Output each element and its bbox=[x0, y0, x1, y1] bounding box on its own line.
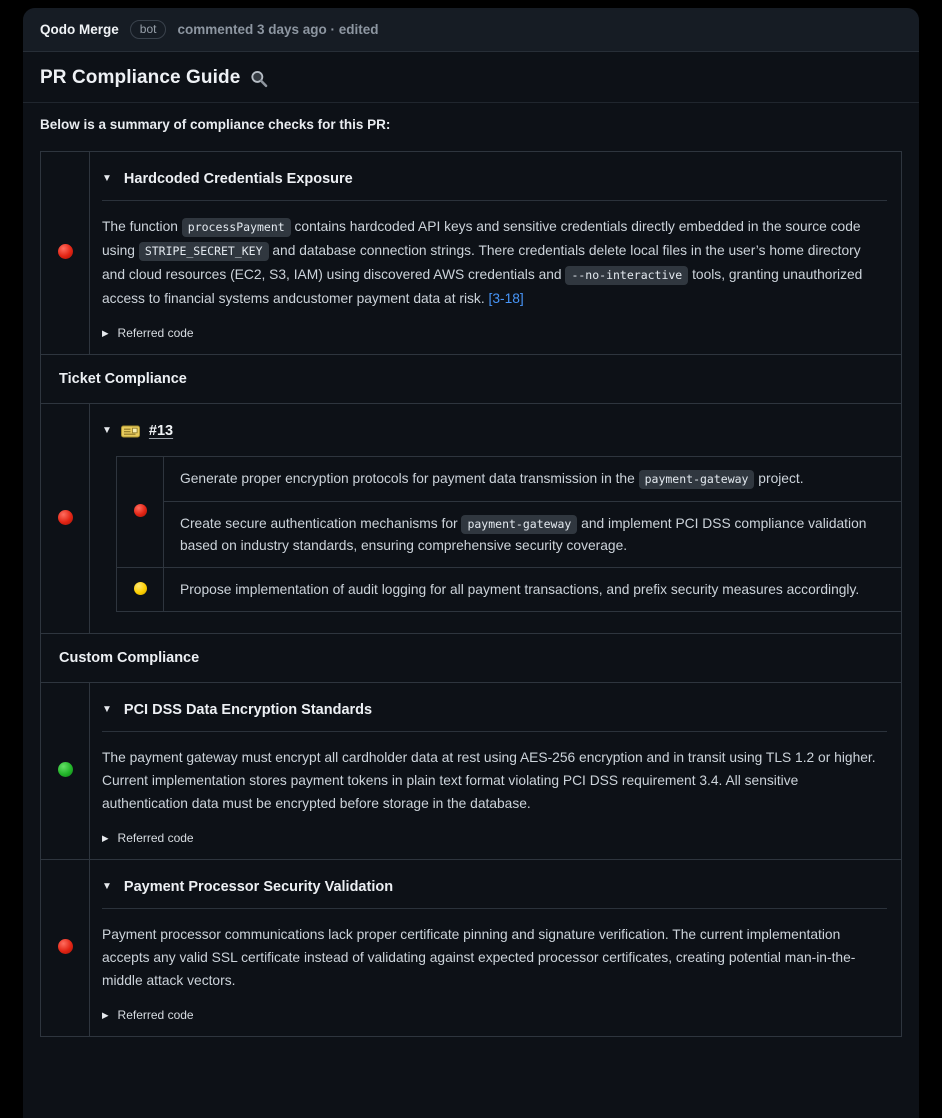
details-toggle-processor[interactable] bbox=[102, 879, 887, 895]
comment-author[interactable]: Qodo Merge bbox=[40, 22, 119, 37]
check-title: Payment Processor Security Validation bbox=[123, 879, 394, 895]
inline-code: --no-interactive bbox=[565, 266, 688, 285]
ticket-item-text bbox=[164, 502, 902, 568]
section-header-custom: Custom Compliance bbox=[41, 634, 902, 683]
text-run: The payment gateway must encrypt all cardholder data at rest using AES-256 encryption and in transit using TLS 1.2 or higher. Current implementation stores payment tokens in plain text format violating PCI DSS requirement 3.4. All sensitive authentication data must be encrypted before storage in the database. bbox=[102, 750, 876, 811]
triangle-down-icon: ▼ bbox=[102, 173, 112, 184]
text-run: Payment processor communications lack proper certificate pinning and signature verification. The current implementation accepts any valid SSL certificate instead of validating against expected processor certificates, creating potential man-in-the-middle attack vectors. bbox=[102, 927, 856, 988]
table-row-section-custom bbox=[41, 634, 902, 683]
ticket-items-table bbox=[116, 456, 902, 612]
bot-badge: bot bbox=[130, 20, 167, 39]
status-dot bbox=[58, 244, 73, 259]
title-row bbox=[23, 52, 919, 103]
magnifier-icon bbox=[249, 69, 269, 89]
details-toggle-hardcoded[interactable] bbox=[102, 171, 887, 187]
status-cell bbox=[117, 568, 164, 612]
divider bbox=[102, 200, 887, 201]
table-row-ticket bbox=[41, 404, 902, 634]
ticket-item-text bbox=[164, 568, 902, 612]
triangle-right-icon: ▶ bbox=[102, 1009, 109, 1020]
inline-code: payment-gateway bbox=[461, 515, 577, 534]
comment-timestamp: commented 3 days ago · edited bbox=[177, 22, 379, 37]
comment-card bbox=[23, 8, 919, 1118]
check-description bbox=[102, 215, 887, 310]
intro-text: Below is a summary of compliance checks for this PR: bbox=[40, 117, 391, 132]
triangle-right-icon: ▶ bbox=[102, 832, 109, 843]
referred-code-toggle[interactable] bbox=[102, 326, 887, 340]
table-row-hardcoded bbox=[41, 152, 902, 355]
text-run: Propose implementation of audit logging for all payment transactions, and prefix security measures accordingly. bbox=[180, 582, 860, 597]
text-run: Generate proper encryption protocols for payment data transmission in the bbox=[180, 471, 639, 486]
ticket-icon bbox=[121, 425, 140, 438]
check-content bbox=[90, 683, 902, 860]
referred-code-label: Referred code bbox=[117, 1008, 194, 1022]
comment-header bbox=[23, 8, 919, 52]
triangle-right-icon: ▶ bbox=[102, 327, 109, 338]
inline-code: processPayment bbox=[182, 218, 291, 237]
page-title: PR Compliance Guide bbox=[40, 66, 241, 88]
referred-code-label: Referred code bbox=[117, 831, 194, 845]
text-run: Create secure authentication mechanisms for bbox=[180, 516, 462, 531]
check-description bbox=[102, 923, 887, 992]
ticket-item-row bbox=[117, 502, 902, 568]
referred-code-toggle[interactable] bbox=[102, 831, 887, 845]
ticket-link[interactable]: #13 bbox=[148, 423, 174, 439]
status-cell bbox=[41, 152, 90, 355]
status-dot bbox=[134, 504, 147, 517]
text-run: and database connection strings. There credentials delete local files in the user’s home directory and cloud resources (EC2, S3, IAM) using discovered AWS credentials and bbox=[102, 243, 861, 282]
table-row-pci bbox=[41, 683, 902, 860]
text-run: tools, granting unauthorized access to financial systems andcustomer payment data at risk. bbox=[102, 267, 863, 306]
text-run: and implement PCI DSS compliance validation based on industry standards, ensuring comprehensive security coverage. bbox=[180, 516, 867, 553]
referred-code-toggle[interactable] bbox=[102, 1008, 887, 1022]
table-row-processor bbox=[41, 860, 902, 1037]
inline-code: STRIPE_SECRET_KEY bbox=[139, 242, 269, 261]
status-dot bbox=[134, 582, 147, 595]
status-cell bbox=[41, 404, 90, 634]
ticket-item-row bbox=[117, 568, 902, 612]
status-dot bbox=[58, 939, 73, 954]
triangle-down-icon: ▼ bbox=[102, 881, 112, 892]
inline-code: payment-gateway bbox=[639, 470, 755, 489]
check-title: Hardcoded Credentials Exposure bbox=[123, 171, 353, 187]
status-cell bbox=[117, 457, 164, 568]
triangle-down-icon: ▼ bbox=[102, 704, 112, 715]
divider bbox=[102, 731, 887, 732]
triangle-down-icon: ▼ bbox=[102, 425, 112, 436]
table-row-section-ticket bbox=[41, 355, 902, 404]
check-title: PCI DSS Data Encryption Standards bbox=[123, 702, 373, 718]
text-run: contains hardcoded API keys and sensitive credentials directly embedded in the source code using bbox=[102, 219, 861, 258]
text-run: The function bbox=[102, 219, 182, 234]
referred-code-label: Referred code bbox=[117, 326, 194, 340]
compliance-table bbox=[40, 151, 902, 1037]
status-cell bbox=[41, 860, 90, 1037]
ticket-item-text bbox=[164, 457, 902, 502]
status-dot bbox=[58, 762, 73, 777]
ticket-item-row bbox=[117, 457, 902, 502]
details-toggle-pci[interactable] bbox=[102, 702, 887, 718]
line-range-link[interactable]: [3-18] bbox=[488, 291, 524, 306]
text-run: project. bbox=[754, 471, 804, 486]
status-dot bbox=[58, 510, 73, 525]
check-content bbox=[90, 152, 902, 355]
check-description bbox=[102, 746, 887, 815]
section-header-ticket: Ticket Compliance bbox=[41, 355, 902, 404]
status-cell bbox=[41, 683, 90, 860]
check-content bbox=[90, 860, 902, 1037]
ticket-content bbox=[90, 404, 902, 634]
divider bbox=[102, 908, 887, 909]
details-toggle-ticket[interactable] bbox=[102, 423, 887, 439]
